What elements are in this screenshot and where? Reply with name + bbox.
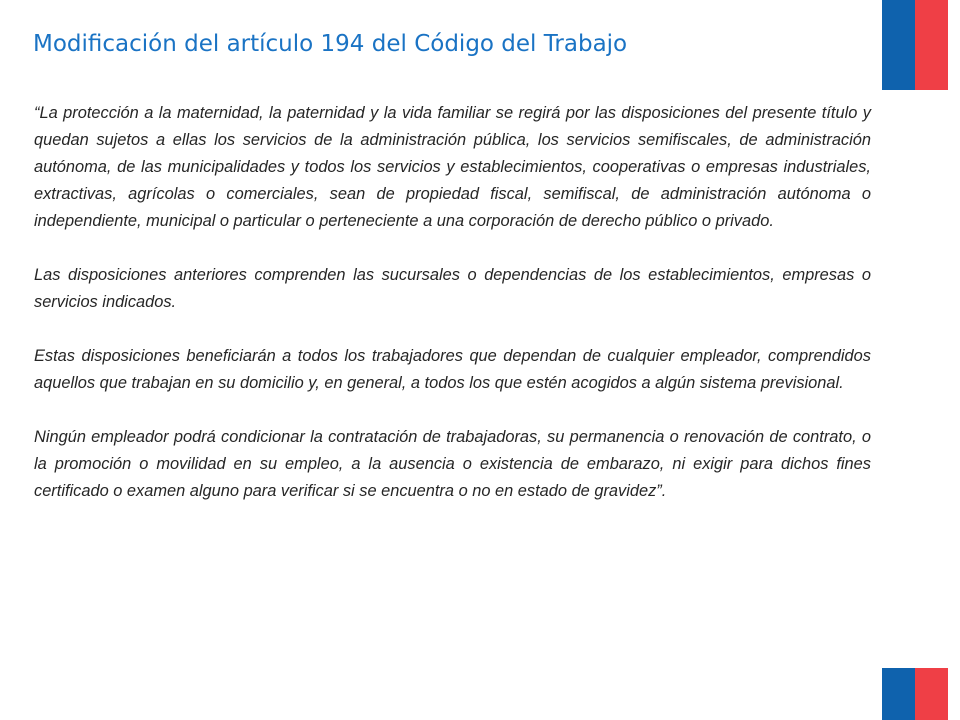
flag-blue-band <box>882 668 915 720</box>
quote-paragraph-4: Ningún empleador podrá condicionar la contratación de trabajadoras, su permanencia o renovación de contrato, o la promoción o movilidad en su empleo, a la ausencia o existencia de embarazo, ni exigir para dichos fines certificado o examen alguno para verificar si se encuentra o no en estado de gravidez”. <box>34 428 871 500</box>
flag-red-band <box>915 0 948 90</box>
quote-paragraph-2: Las disposiciones anteriores comprenden las sucursales o dependencias de los establecimientos, empresas o servicios indicados. <box>34 266 871 311</box>
flag-red-band <box>915 668 948 720</box>
article-quote <box>34 100 871 532</box>
quote-paragraph-1: “La protección a la maternidad, la paternidad y la vida familiar se regirá por las disposiciones del presente título y quedan sujetos a ellas los servicios de la administración pública, los servicios semifiscales, de administración autónoma, de las municipalidades y todos los servicios y establecimientos, cooperativas o empresas industriales, extractivas, agrícolas o comerciales, sean de propiedad fiscal, semifiscal, de administración autónoma o independiente, municipal o particular o perteneciente a una corporación de derecho público o privado. <box>34 104 871 230</box>
flag-stripe-bottom <box>882 668 948 720</box>
flag-blue-band <box>882 0 915 90</box>
quote-paragraph-3: Estas disposiciones beneficiarán a todos los trabajadores que dependan de cualquier empleador, comprendidos aquellos que trabajan en su domicilio y, en general, a todos los que estén acogidos a algún sistema previsional. <box>34 347 871 392</box>
flag-stripe-top <box>882 0 948 90</box>
slide-title: Modificación del artículo 194 del Código del Trabajo <box>33 31 628 57</box>
